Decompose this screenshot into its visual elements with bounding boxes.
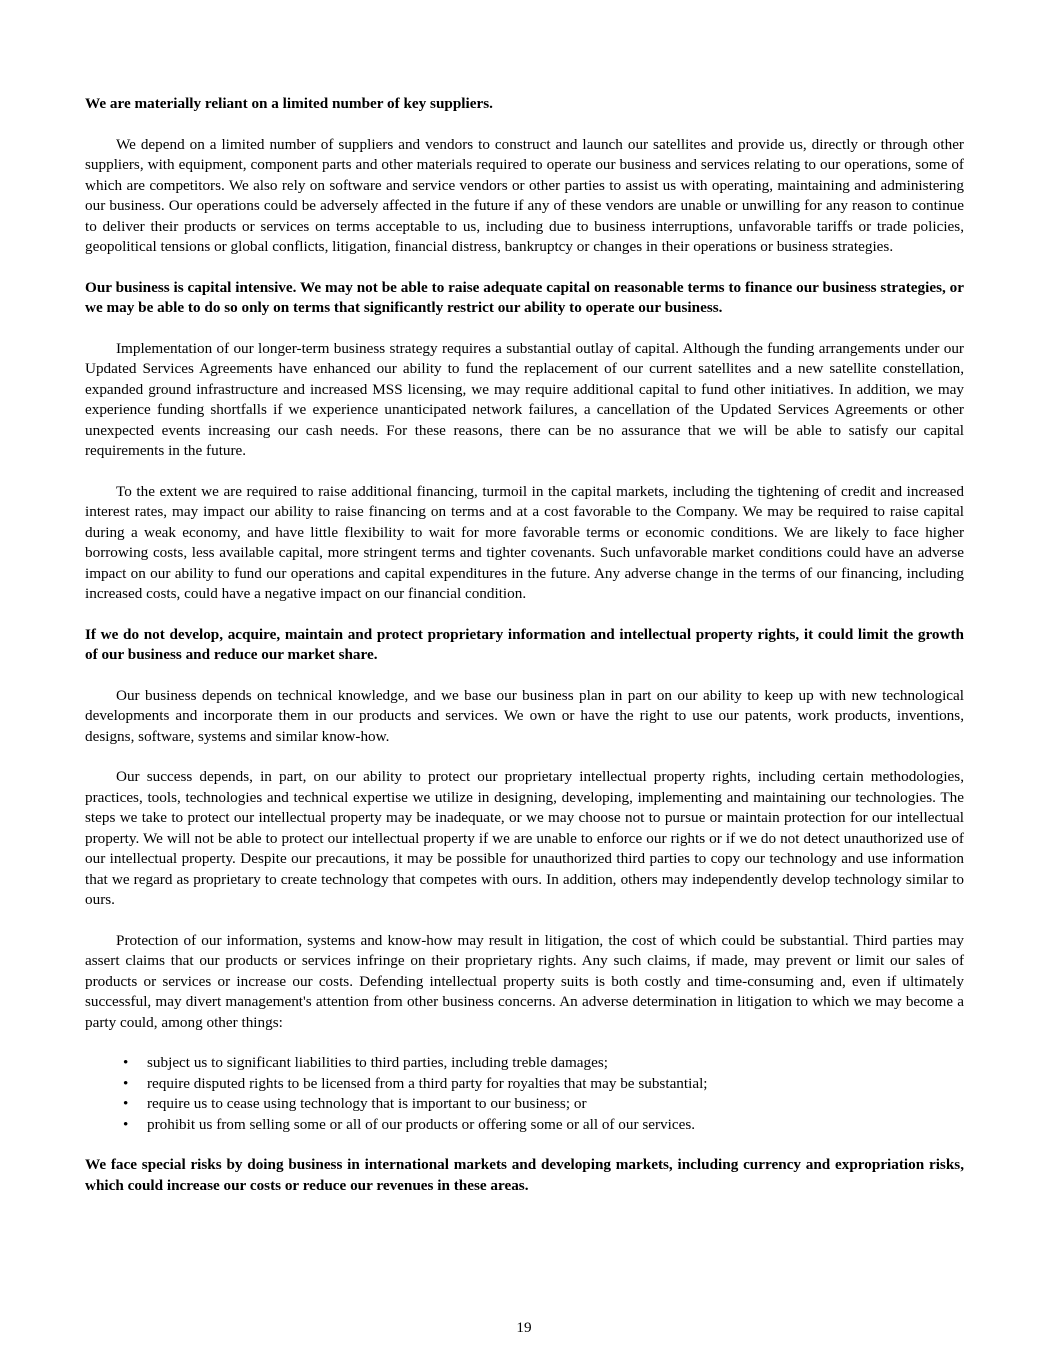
bullet-icon: • xyxy=(123,1074,129,1092)
list-item xyxy=(85,1115,964,1136)
list-item-text: require us to cease using technology that is important to our business; or xyxy=(147,1095,587,1112)
list-item xyxy=(85,1053,964,1074)
list-item-text: subject us to significant liabilities to third parties, including treble damages; xyxy=(147,1054,609,1071)
bullet-icon: • xyxy=(123,1095,129,1112)
section-heading-intellectual-property: If we do not develop, acquire, maintain and protect proprietary information and intellectual property rights, it could limit the growth of our business and reduce our market share. xyxy=(85,625,964,663)
list-item xyxy=(85,1074,964,1095)
bullet-icon: • xyxy=(123,1115,129,1133)
list-item-text: prohibit us from selling some or all of our products or offering some or all of our services. xyxy=(147,1115,696,1133)
paragraph: Implementation of our longer-term business strategy requires a substantial outlay of capital. Although the funding arrangements under our Updated Services Agreements have enhanced our ability to fund the replacement of our current satellites and a new satellite constellation, expanded ground infrastructure and increased MSS licensing, we may require additional capital to fund other initiatives. In addition, we may experience funding shortfalls if we experience unanticipated network failures, a cancellation of the Updated Services Agreements or other unexpected events increasing our cash needs. For these reasons, there can be no assurance that we will be able to satisfy our capital requirements in the future. xyxy=(85,339,964,459)
paragraph: We depend on a limited number of suppliers and vendors to construct and launch our satellites and provide us, directly or through other suppliers, with equipment, component parts and other materials required to operate our business and services relating to our operations, some of which are competitors. We also rely on software and service vendors or other parties to assist us with operating, maintaining and administering our business. Our operations could be adversely affected in the future if any of these vendors are unable or unwilling for any reason to continue to deliver their products or services on terms acceptable to us, including due to business interruptions, unfavorable tariffs or trade policies, geopolitical tensions or global conflicts, litigation, financial distress, bankruptcy or changes in their operations or business strategies. xyxy=(85,135,964,255)
paragraph: Our business depends on technical knowledge, and we base our business plan in part on our ability to keep up with new technological developments and incorporate them in our products and services. We own or have the right to use our patents, work products, inventions, designs, software, systems and similar know-how. xyxy=(85,686,964,745)
list-item xyxy=(85,1094,964,1115)
section-heading-suppliers: We are materially reliant on a limited number of key suppliers. xyxy=(85,95,493,112)
paragraph: To the extent we are required to raise additional financing, turmoil in the capital markets, including the tightening of credit and increased interest rates, may impact our ability to raise financing on terms and at a cost favorable to the Company. We may be required to raise capital during a weak economy, and have little flexibility to wait for more favorable terms or economic conditions. We are likely to face higher borrowing costs, less available capital, more stringent terms and tighter covenants. Such unfavorable market conditions could have an adverse impact on our ability to fund our operations and capital expenditures in the future. Any adverse change in the terms of our financing, including increased costs, could have a negative impact on our financial condition. xyxy=(85,482,964,602)
page-number: 19 xyxy=(516,1319,532,1336)
section-heading-capital: Our business is capital intensive. We may not be able to raise adequate capital on reasonable terms to finance our business strategies, or we may be able to do so only on terms that significantly restrict our ability to operate our business. xyxy=(85,278,964,316)
document-page xyxy=(85,94,964,1216)
paragraph: Protection of our information, systems and know-how may result in litigation, the cost of which could be substantial. Third parties may assert claims that our products or services infringe on their proprietary rights. Any such claims, if made, may prevent or limit our sales of products or services or increase our costs. Defending intellectual property suits is both costly and time-consuming and, even if ultimately successful, may divert management's attention from other business concerns. An adverse determination in litigation to which we may become a party could, among other things: xyxy=(85,931,964,1031)
section-heading-international-markets: We face special risks by doing business in international markets and developing markets, including currency and expropriation risks, which could increase our costs or reduce our revenues in these areas. xyxy=(85,1156,964,1194)
bullet-list xyxy=(85,1053,964,1135)
paragraph: Our success depends, in part, on our ability to protect our proprietary intellectual property rights, including certain methodologies, practices, tools, technologies and technical expertise we utilize in designing, developing, implementing and maintaining our technologies. The steps we take to protect our intellectual property may be inadequate, or we may choose not to pursue or maintain protection for our intellectual property. We will not be able to protect our intellectual property if we are unable to enforce our rights or if we do not detect unauthorized use of our intellectual property. Despite our precautions, it may be possible for unauthorized third parties to copy our technology and use information that we regard as proprietary to create technology that competes with ours. In addition, others may independently develop technology similar to ours. xyxy=(85,768,964,908)
list-item-text: require disputed rights to be licensed from a third party for royalties that may be substantial; xyxy=(147,1074,708,1092)
bullet-icon: • xyxy=(123,1054,129,1071)
